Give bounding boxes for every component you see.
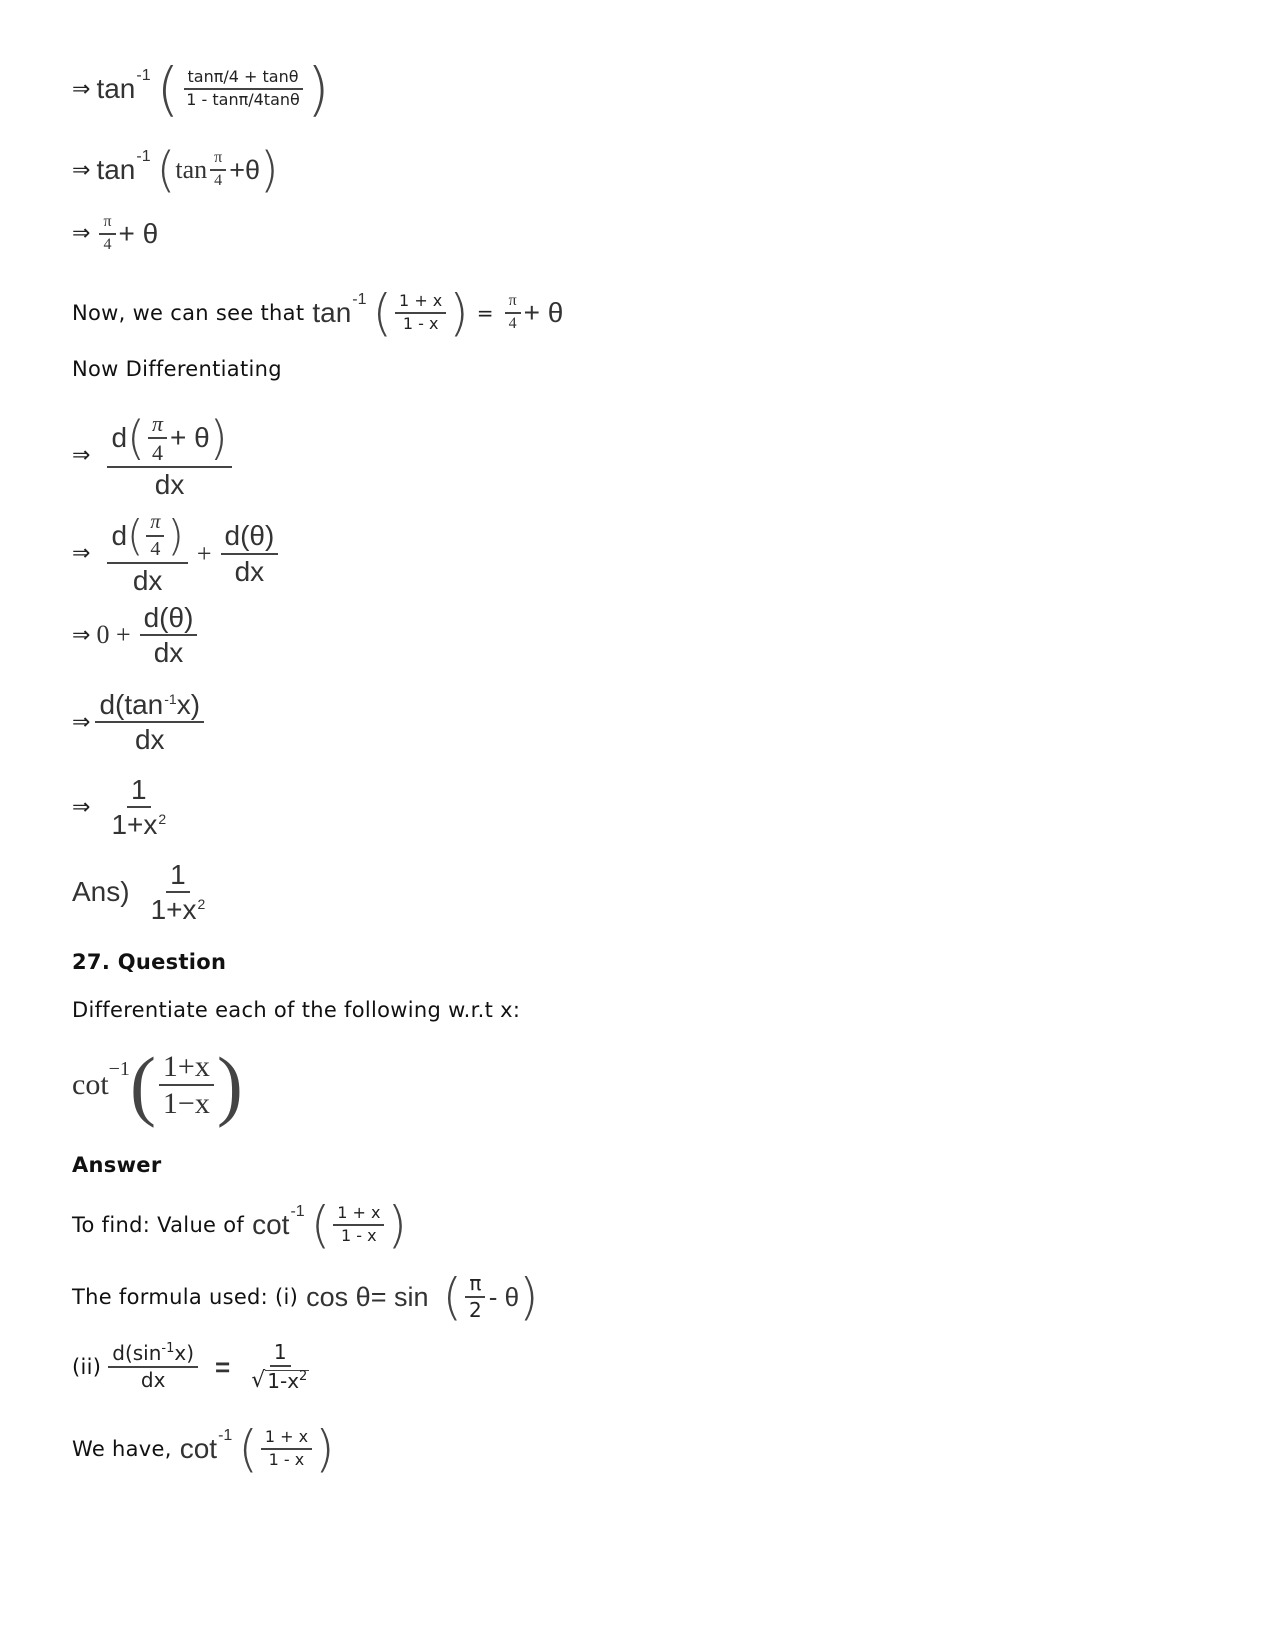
sqrt-icon: √ [251, 1368, 266, 1393]
question-prompt: Differentiate each of the following w.r.t x: [72, 998, 521, 1022]
den-exponent: 2 [158, 811, 167, 828]
dx: dx [140, 1368, 166, 1393]
equals-sign: = [476, 301, 494, 325]
right-paren: ) [387, 1196, 407, 1254]
step-1 [72, 55, 330, 123]
numerator [107, 512, 187, 564]
numerator [107, 412, 231, 468]
plus-theta: + θ [118, 217, 159, 249]
denominator: 1 - x [268, 1450, 305, 1469]
rad-exponent: 2 [299, 1369, 308, 1385]
four: 4 [150, 538, 161, 560]
step-3 [72, 214, 158, 254]
right-paren: ) [167, 511, 184, 560]
ans-fraction [147, 860, 210, 925]
left-paren: ( [127, 411, 145, 466]
pi-over-four [99, 214, 115, 254]
step-2 [72, 142, 279, 198]
numerator [95, 690, 204, 723]
minus-theta: - θ [488, 1281, 520, 1312]
plus-theta: +θ [229, 154, 260, 185]
now-line [72, 284, 564, 342]
right-paren: ) [216, 1041, 243, 1128]
formula-line-1 [72, 1268, 539, 1326]
func-name: cot [72, 1068, 109, 1101]
left-paren: ( [372, 284, 393, 342]
equals-sign: = [215, 1351, 231, 1382]
den-exponent: 2 [197, 896, 206, 913]
right-paren: ) [209, 411, 228, 466]
fraction [333, 1205, 384, 1245]
pi: π [99, 214, 115, 235]
implies-symbol: ⇒ [72, 622, 91, 648]
pi: π [465, 1273, 485, 1298]
answer-heading: Answer [72, 1153, 162, 1177]
numerator: 1 [270, 1342, 291, 1367]
fraction [395, 293, 446, 333]
answer-result [72, 860, 212, 925]
result-fraction [107, 775, 170, 840]
d-symbol: d [111, 422, 128, 454]
four: 4 [103, 235, 112, 253]
to-find-line [72, 1196, 407, 1254]
pi-over-four [505, 293, 521, 333]
numerator: 1 [166, 860, 190, 893]
diff-step-4 [72, 690, 207, 755]
d-tan: d(tan [99, 689, 164, 720]
derivative-theta-fraction [140, 603, 198, 668]
inverse-exponent: -1 [164, 691, 177, 707]
implies-symbol: ⇒ [72, 794, 91, 820]
denominator [147, 893, 210, 924]
zero-plus: 0 + [96, 620, 131, 650]
rad-base: 1-x [267, 1369, 300, 1394]
arcsin-derivative-fraction [108, 1343, 198, 1391]
question-heading: 27. Question [72, 950, 227, 974]
formula-text: cos θ= sin [306, 1281, 429, 1312]
formula-ii-label: (ii) [72, 1355, 102, 1380]
dx: dx [153, 637, 184, 669]
now-text: Now, we can see that [72, 301, 305, 325]
left-paren: ( [310, 1196, 331, 1254]
left-paren: ( [238, 1420, 258, 1478]
four: 4 [151, 440, 163, 466]
inverse-exponent: −1 [108, 1057, 130, 1080]
two: 2 [469, 1298, 482, 1322]
dx: dx [132, 565, 163, 596]
x-close: x) [176, 689, 201, 720]
pi: π [146, 512, 164, 537]
right-paren: ) [449, 284, 469, 342]
inverse-exponent: -1 [136, 67, 151, 84]
fraction [159, 1051, 214, 1120]
we-have-text: We have, [72, 1437, 172, 1461]
derivative-arctan-fraction [95, 690, 204, 755]
formula-label: The formula used: (i) [72, 1285, 299, 1309]
inverse-exponent: -1 [136, 148, 151, 165]
right-paren: ) [259, 142, 279, 198]
den-base: 1+x [111, 809, 158, 841]
plus-theta: + θ [170, 422, 210, 454]
dx: dx [234, 555, 265, 587]
diff-step-5 [72, 775, 173, 840]
denominator: 1−x [162, 1087, 210, 1120]
numerator [108, 1343, 198, 1368]
numerator: tanπ/4 + tanθ [184, 69, 303, 90]
numerator: 1 [127, 775, 151, 808]
implies-symbol: ⇒ [72, 443, 91, 469]
denominator: 1 - x [402, 314, 439, 333]
four: 4 [508, 315, 517, 332]
radicand [265, 1370, 309, 1392]
implies-symbol: ⇒ [72, 76, 91, 102]
pi: π [505, 293, 521, 314]
implies-symbol: ⇒ [72, 221, 91, 247]
denominator: 1 - tanπ/4tanθ [186, 90, 300, 109]
fraction [182, 69, 304, 109]
numerator: d(θ) [221, 521, 279, 554]
func-name: cot [179, 1433, 218, 1464]
implies-symbol: ⇒ [72, 157, 91, 183]
x-close: x) [174, 1341, 195, 1366]
diff-step-1 [72, 412, 235, 500]
arcsin-result-fraction [247, 1342, 313, 1392]
pi: π [148, 412, 167, 439]
numerator: 1 + x [333, 1205, 384, 1226]
right-paren: ) [315, 1420, 335, 1478]
numerator: 1 + x [395, 293, 446, 314]
right-paren: ) [306, 55, 330, 123]
derivative-pi-fraction [107, 512, 187, 595]
inverse-exponent: -1 [218, 1427, 233, 1444]
func-name: tan [96, 154, 136, 185]
right-paren: ) [519, 1268, 539, 1326]
dx: dx [154, 469, 185, 501]
left-paren: ( [129, 1041, 156, 1128]
implies-symbol: ⇒ [72, 709, 91, 735]
plus-sign: + [196, 538, 212, 568]
denominator [107, 808, 170, 839]
d-sin: d(sin [112, 1341, 162, 1366]
fraction [261, 1429, 312, 1469]
ans-label: Ans) [72, 876, 130, 908]
formula-line-2 [72, 1342, 316, 1392]
dx: dx [134, 724, 165, 756]
now-differentiating: Now Differentiating [72, 357, 282, 381]
diff-step-2 [72, 512, 281, 595]
four: 4 [214, 172, 223, 189]
to-find-text: To find: Value of [72, 1213, 245, 1237]
derivative-theta-fraction [221, 521, 279, 586]
d-symbol: d [111, 520, 128, 552]
func-name: tan [312, 297, 352, 328]
pi-over-two [465, 1273, 486, 1321]
pi: π [210, 150, 226, 171]
numerator: 1+x [159, 1051, 214, 1087]
func-name: tan [96, 73, 136, 104]
left-paren: ( [156, 55, 180, 123]
inner-func: tan [175, 155, 208, 184]
left-paren: ( [127, 511, 144, 560]
left-paren: ( [442, 1268, 462, 1326]
plus-theta: + θ [523, 297, 564, 328]
numerator: d(θ) [140, 603, 198, 636]
den-base: 1+x [150, 894, 197, 926]
inverse-exponent: -1 [161, 1341, 175, 1357]
we-have-line [72, 1420, 335, 1478]
denominator: 1 - x [341, 1226, 377, 1245]
derivative-fraction [107, 412, 231, 500]
inverse-exponent: -1 [290, 1203, 305, 1220]
denominator [247, 1367, 313, 1392]
func-name: cot [252, 1209, 290, 1240]
left-paren: ( [156, 142, 176, 198]
pi-over-four [146, 512, 164, 560]
diff-step-3 [72, 603, 200, 668]
inverse-exponent: -1 [352, 291, 367, 308]
pi-over-four [210, 150, 226, 190]
question-expression [72, 1041, 243, 1128]
implies-symbol: ⇒ [72, 541, 91, 567]
numerator: 1 + x [261, 1429, 312, 1450]
pi-over-four [148, 412, 167, 464]
